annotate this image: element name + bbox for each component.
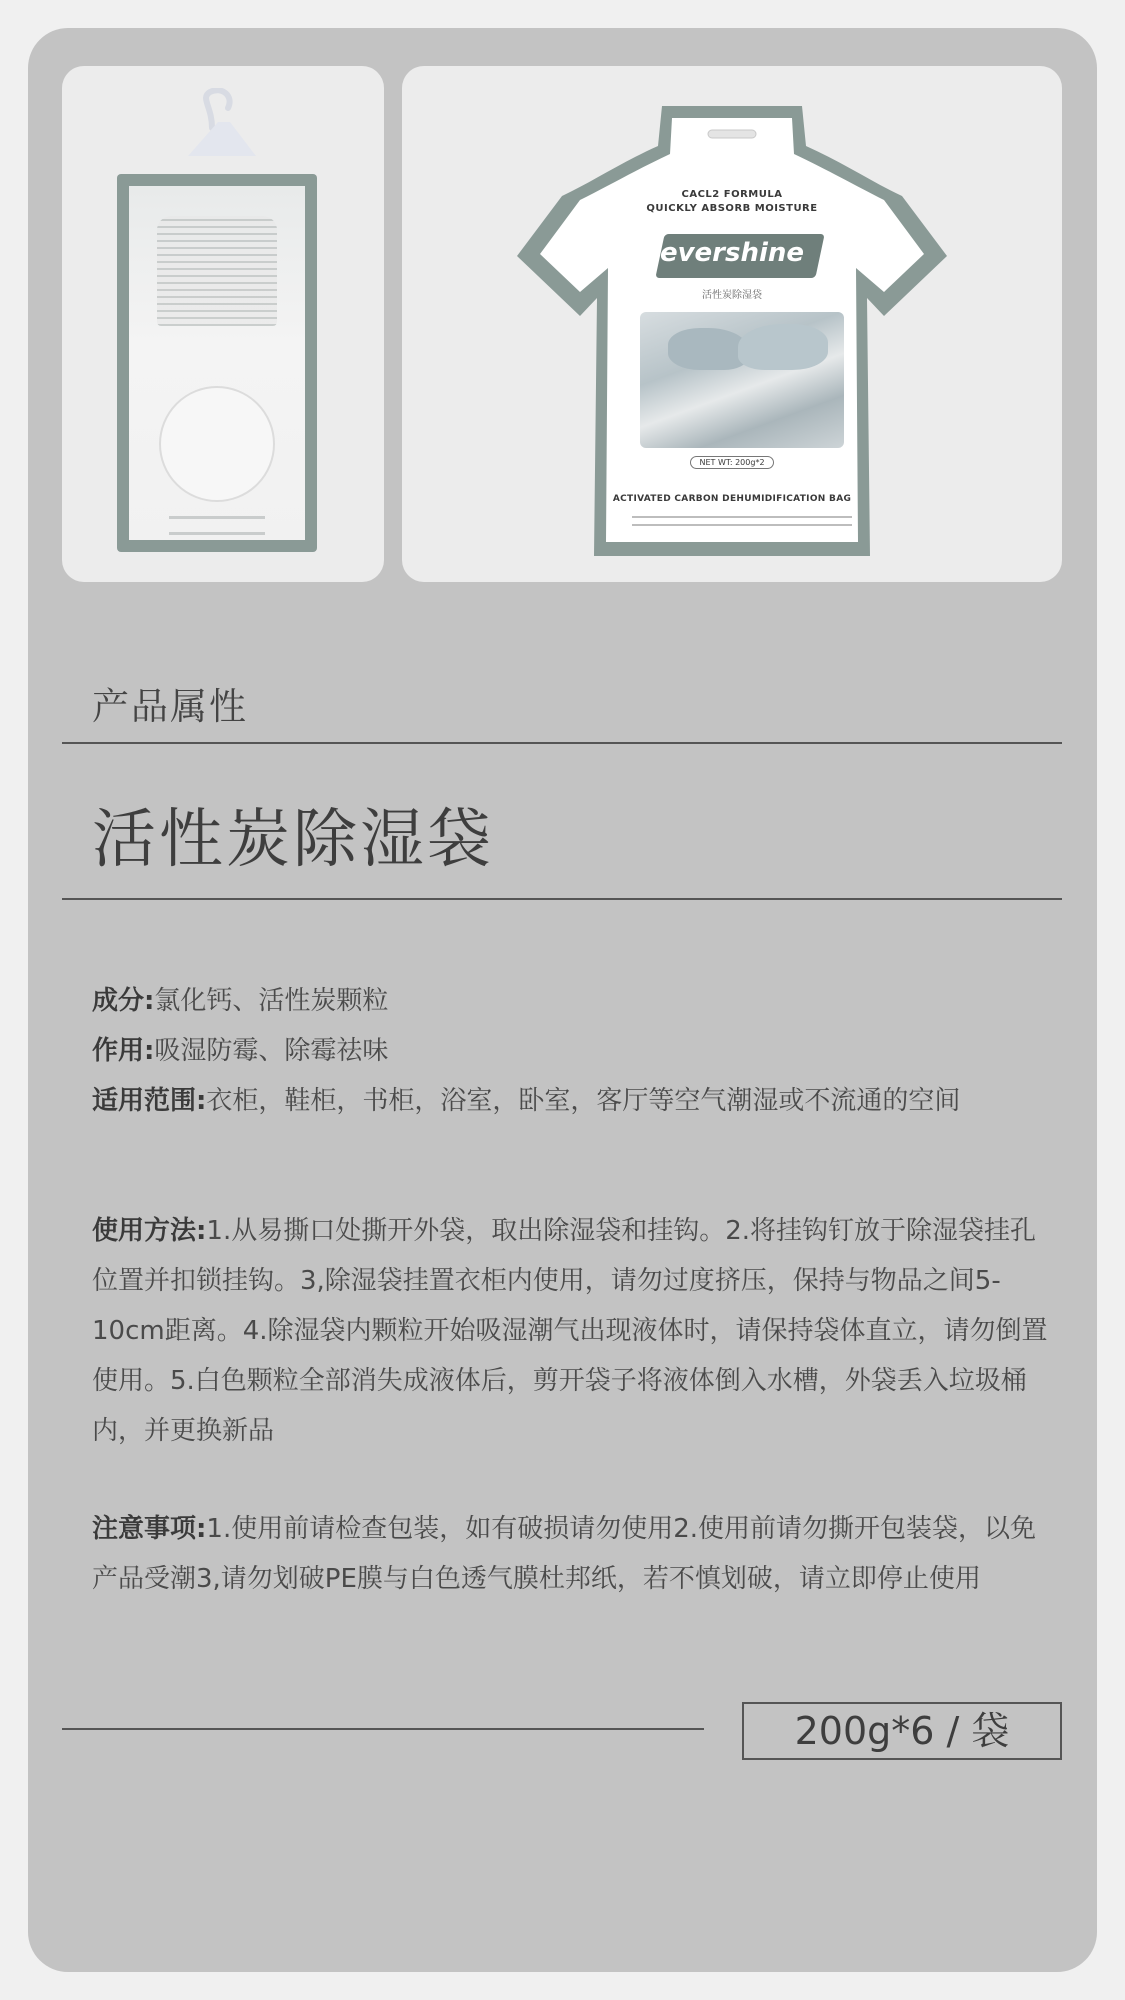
package-formula-line1: CACL2 FORMULA (681, 189, 783, 200)
pillow-shape (738, 324, 828, 370)
usage-label: 使用方法: (92, 1216, 207, 1246)
ingredients-label: 成分: (92, 986, 155, 1016)
brand-logo: evershine (659, 238, 805, 268)
divider (62, 898, 1062, 900)
function-label: 作用: (92, 1036, 155, 1066)
function-row (92, 1026, 1058, 1076)
hanging-bag-image (62, 66, 384, 582)
package-cn-name: 活性炭除湿袋 (702, 290, 762, 301)
scope-label: 适用范围: (92, 1086, 207, 1116)
package-fine-print (632, 516, 852, 518)
attributes-block (92, 976, 1058, 1126)
scope-value: 衣柜，鞋柜，书柜，浴室，卧室，客厅等空气潮湿或不流通的空间 (206, 1086, 961, 1116)
spec-badge: 200g*6 / 袋 (742, 1702, 1062, 1760)
function-value: 吸湿防霉、除霉祛味 (154, 1036, 389, 1066)
package-front-image (402, 66, 1062, 582)
hanging-bag (117, 174, 317, 552)
package-bottom-title: ACTIVATED CARBON DEHUMIDIFICATION BAG (612, 494, 852, 504)
usage-text: 1.从易撕口处撕开外袋，取出除湿袋和挂钩。2.将挂钩钉放于除湿袋挂孔位置并扣锁挂钩。3,除湿袋挂置衣柜内使用，请勿过度挤压，保持与物品之间5-10cm距离。4.除湿袋内颗粒开始吸湿潮气出现液体时，请保持袋体直立，请勿倒置使用。5.白色颗粒全部消失成液体后，剪开袋子将液体倒入水槽，外袋丢入垃圾桶内，并更换新品 (92, 1216, 1048, 1446)
package-formula-line2: QUICKLY ABSORB MOISTURE (646, 203, 818, 214)
hanger-hook-icon (182, 88, 260, 158)
divider (62, 1728, 704, 1730)
pillow-shape (668, 328, 748, 370)
product-card (28, 28, 1097, 1972)
section-label: 产品属性 (92, 685, 248, 728)
divider (62, 742, 1062, 744)
usage-block (92, 1206, 1058, 1456)
ingredients-row (92, 976, 1058, 1026)
caution-block (92, 1504, 1058, 1604)
ingredients-value: 氯化钙、活性炭颗粒 (154, 986, 389, 1016)
package-net-weight: NET WT: 200g*2 (690, 456, 773, 469)
package-fine-print (632, 524, 852, 526)
caution-label: 注意事项: (92, 1514, 207, 1544)
scope-row (92, 1076, 1058, 1126)
caution-text: 1.使用前请检查包装，如有破损请勿使用2.使用前请勿撕开包装袋，以免产品受潮3,请勿划破PE膜与白色透气膜杜邦纸，若不慎划破，请立即停止使用 (92, 1514, 1037, 1594)
product-title: 活性炭除湿袋 (92, 803, 494, 877)
